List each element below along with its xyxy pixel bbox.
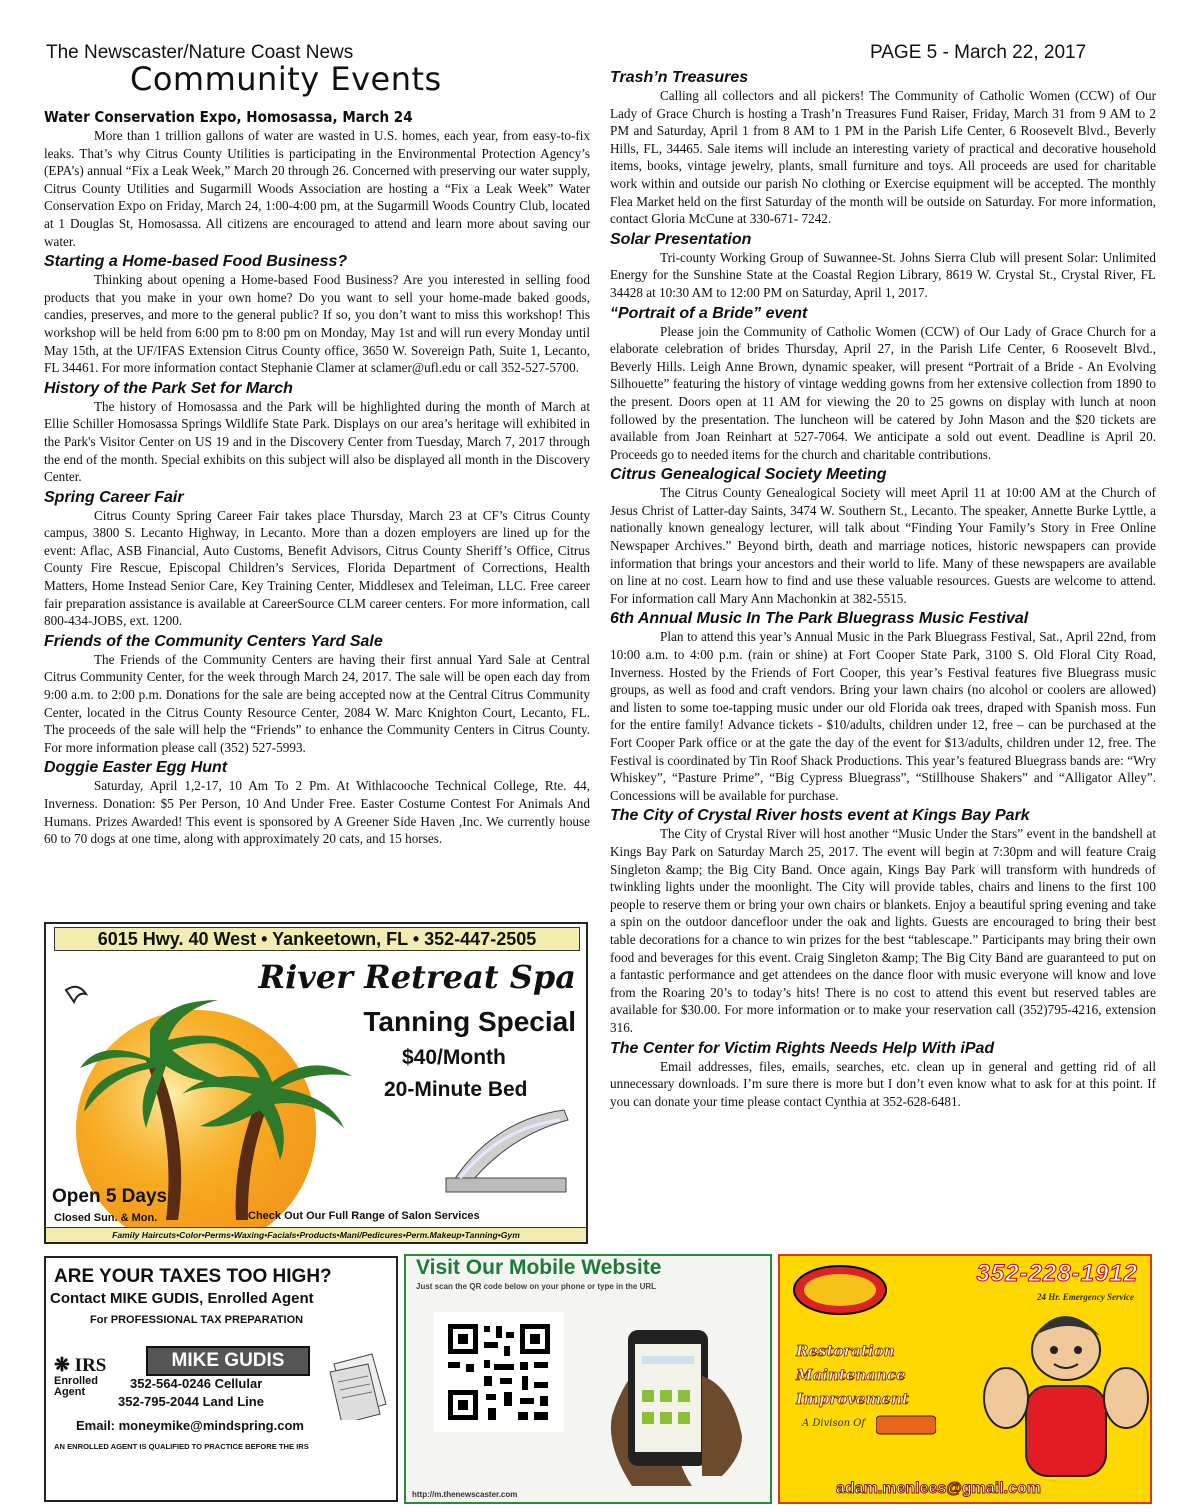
article (44, 758, 590, 847)
spa-price: $40/Month (402, 1046, 506, 1069)
article-title: The City of Crystal River hosts event at Kings Bay Park (610, 807, 1030, 825)
tax-agent-name: MIKE GUDIS (146, 1346, 310, 1376)
mascot-icon (976, 1302, 1152, 1502)
mobile-ad-title: Visit Our Mobile Website (416, 1256, 662, 1279)
article (610, 609, 1156, 804)
article (44, 632, 590, 757)
tax-advertisement[interactable] (44, 1256, 398, 1502)
article-body: The history of Homosassa and the Park will be highlighted during the month of March at Ellie Schiller Homosassa Springs Wildlife State Park. Displays on our area’s heritage will exhibited in the Park's Visitor Center on US 19 and in the Discovery Center from Tuesday, March 7, 2017 through the end of the month. Special exhibits on this subject will also be displayed all month in the Discovery Center. (44, 398, 590, 485)
seagull-icon (66, 987, 86, 1002)
article (610, 68, 1156, 228)
irs-logo: ❋ IRS (54, 1355, 107, 1376)
tax-email[interactable]: Email: moneymike@mindspring.com (76, 1418, 304, 1433)
article-title: Doggie Easter Egg Hunt (44, 759, 228, 777)
article-title: Water Conservation Expo, Homosassa, March 24 (44, 108, 413, 126)
spa-special: Tanning Special (363, 1006, 576, 1037)
article-body: The Citrus County Genealogical Society will meet April 11 at 10:00 AM at the Church of Jesus Christ of Latter-day Saints, 3474 W. Southern St., Lecanto. The speaker, Annette Burke Lyttle, a nationally known genealogy lecturer, will talk about “Finding Your Family’s Story in Free Online Newspaper Archives.” Beyond birth, death and marriage notices, historic newspapers can provide information that brings your ancestors and their world to life. Many of these newspapers are available on line at no cost. Learn how to find and use these valuable resources. Guests are welcome to attend. For information call Mary Ann Machonkin at 382-5515. (610, 485, 1156, 606)
handy-service-restoration: Restoration (796, 1342, 895, 1360)
left-column (44, 106, 590, 850)
article-body: The City of Crystal River will host another “Music Under the Stars” event in the bandshell at Kings Bay Park on Saturday March 25, 2017. The event will begin at 7:30pm and will feature Craig Singleton &amp; the Big City Band. Once again, Kings Bay Park will transform with hundreds of twinkling lights under the moonlight. The City will provide tables, chairs and linens to the first 100 people to reserve them or bring your own chairs or blankets. Enjoy a beautiful spring evening and take a spin on the outdoor dancefloor under the oak and lights. Guests are encouraged to bring their best table decorations for a chance to win prizes for the best “tablescape.” Participants may bring their own food and beverages for this event. Craig Singleton &amp; The Big City Band are guaranteed to put on a fantastic performance and get attendees on the dance floor with music everyone will know and love from the Roaring 20’s to today’s hits! There is no cost to attend this event but reserved tables are available for $30.00. For more information or to make your reservation call (352)795-4216, extension 316. (610, 826, 1156, 1035)
tax-land-line: 352-795-2044 Land Line (118, 1394, 264, 1409)
mobile-ad-subtitle: Just scan the QR code below on your phone or type in the URL (416, 1282, 657, 1291)
article-body: Tri-county Working Group of Suwannee-St. Johns Sierra Club will present Solar: Unlimited Energy for the Sunshine State at the Coastal Region Library, 8619 W. Crystal St., Crystal River, FL 34428 at 10:30 AM to 12:00 PM on Saturday, April 1, 2017. (610, 249, 1156, 300)
spa-bed: 20-Minute Bed (384, 1078, 528, 1101)
article-body: Citrus County Spring Career Fair takes place Thursday, March 23 at CF’s Citrus County campus, 3800 S. Lecanto Highway, in Lecanto. More than a dozen employers are lined up for the event: Aflac, ASB Financial, Auto Customs, Benefit Advisors, Citrus County Sheriff’s Office, Citrus County Fire Rescue, Episcopal Children’s Services, Florida Department of Corrections, Health Matters, Home Instead Senior Care, Key Training Center, Middlesex and Teleiman, LLC. Free career fair preparation assistance is available at CareerSource CLM career centers. For more information, call 800-434-JOBS, ext. 1200. (44, 507, 590, 629)
spa-open-days: Open 5 Days (52, 1186, 168, 1207)
article (44, 488, 590, 630)
handy-phone[interactable]: 352-228-1912 (976, 1260, 1138, 1287)
article-title: Trash’n Treasures (610, 69, 749, 86)
tax-ad-title: ARE YOUR TAXES TOO HIGH? (54, 1266, 332, 1287)
handy-service-maintenance: Maintenance (796, 1366, 906, 1384)
tax-disclaimer: AN ENROLLED AGENT IS QUALIFIED TO PRACTICE BEFORE THE IRS (54, 1442, 309, 1451)
article-body: Saturday, April 1,2-17, 10 Am To 2 Pm. At Withlacooche Technical College, Rte. 44, Inverness. Donation: $5 Per Person, 10 And Under Free. Easter Costume Contest For Animals And Humans. Prizes Awarded! This event is sponsored by A Greener Side Haven ,Inc. We currently house 60 to 70 dogs at one time, along with approximately 20 cats, and 15 horses. (44, 778, 590, 847)
article-body: Calling all collectors and all pickers! The Community of Catholic Women (CCW) of Our Lady of Grace Church is hosting a Trash’n Treasures Fund Raiser, Friday, March 31 from 9 AM to 2 PM and Saturday, April 1 from 8 AM to 1 PM in the Parish Life Center, 6 Roosevelt Blvd., Beverly Hills, FL, 34465. Sale items will include an interesting variety of practical and decorative household items, books, vintage jewelry, plants, small furniture and toys. All proceeds are used for charitable work within and outside our parish No clothing or Exercise equipment will be accepted. The monthly Flea Market held on the first Saturday of the month will be outside on Saturday. For more information, contact Gloria McCune at 330-671- 7242. (610, 88, 1156, 227)
handy-service-improvement: Improvement (796, 1390, 909, 1408)
article-body: Please join the Community of Catholic Women (CCW) of Our Lady of Grace Church for a elaborate celebration of brides Thursday, April 27, in the Parish Life Center, 6 Roosevelt Blvd., Beverly Hills. Leigh Anne Brown, dynamic speaker, will present “Portrait of a Bride - An Evolving Silhouette” featuring the history of vintage wedding gowns from her extensive collection from 1890 to the present. Doors open at 11 AM for viewing the 20 to 25 gowns on display with lunch at noon followed by the presentation. The luncheon will be catered by John Mason and the $20 tickets are available from Joan Reinhart at 527-7064. We anticipate a sold out event. Deadline is April 20. Proceeds go to needed items for the church and charitable contributions. (610, 323, 1156, 462)
eagle-icon: ❋ (54, 1355, 70, 1376)
spa-name: River Retreat Spa (258, 958, 576, 996)
article (610, 465, 1156, 607)
article (610, 304, 1156, 464)
smartphone-icon (598, 1316, 768, 1486)
article (610, 1039, 1156, 1111)
section-title: Community Events (130, 60, 442, 98)
article-title: Spring Career Fair (44, 488, 184, 506)
article-body: The Friends of the Community Centers are having their first annual Yard Sale at Central Citrus Community Center, for the week through March 24, 2017. The sale will be open each day from 9:00 a.m. to 2:00 p.m. Donations for the sale are being accepted now at the Central Citrus Community Center, located in the Citrus County Resource Center, 2084 W. Marc Knighton Court, Lecanto, FL. The proceeds of the sale will help the “Friends” to enhance the Community Centers in Citrus County. For more information please call (352) 527-5993. (44, 651, 590, 755)
tax-ad-contact: Contact MIKE GUDIS, Enrolled Agent (50, 1290, 314, 1307)
article (610, 806, 1156, 1036)
handy-andy-advertisement[interactable] (778, 1254, 1152, 1504)
tax-cell-phone: 352-564-0246 Cellular (130, 1376, 263, 1391)
article-body: Thinking about opening a Home-based Food Business? Are you interested in selling food products that you make in your own home? Do you want to sell your home-made baked goods, candies, preserves, and more to the general public? If so, you don’t want to miss this workshop! This workshop will be held from 6:00 pm to 8:00 pm on Monday, May 1st and will run every Monday until May 15th, at the UF/IFAS Extension Citrus County office, 3650 W. Sovereign Path, Suite 1, Lecanto, FL 34461. For more information contact Stephanie Clamer at sclamer@ufl.edu or call 352-527-5700. (44, 272, 590, 376)
article-title: 6th Annual Music In The Park Bluegrass Music Festival (610, 610, 1029, 628)
handy-andy-logo (790, 1260, 890, 1320)
article-title: Solar Presentation (610, 230, 752, 248)
spa-services-list: Family Haircuts•Color•Perms•Waxing•Facials•Products•Mani/Pedicures•Perm.Makeup•Tanning•Gym (46, 1227, 586, 1242)
article-title: History of the Park Set for March (44, 379, 293, 397)
spa-address: 6015 Hwy. 40 West • Yankeetown, FL • 352-447-2505 (54, 927, 580, 951)
article-title: “Portrait of a Bride” event (610, 304, 808, 322)
construction-logo (876, 1414, 936, 1436)
right-column (610, 66, 1156, 1112)
handy-emergency: 24 Hr. Emergency Service (1037, 1292, 1134, 1302)
article-body: More than 1 trillion gallons of water are wasted in U.S. homes, each year, from easy-to-fix leaks. That’s why Citrus County Utilities is participating in the Environmental Protection Agency’s (EPA’s) annual “Fix a Leak Week,” March 20 through 26. Concerned with preserving our water supply, Citrus County Utilities and Sugarmill Woods Association are hosting a “Fix a Leak Week” Water Conservation Expo on Friday, March 24, 1:00-4:00 pm, at the Sugarmill Woods Country Club, located at 1 Douglas St, Homosassa. All citizens are encouraged to attend and learn more about saving our water. (44, 128, 590, 249)
qr-code-icon[interactable] (434, 1312, 564, 1432)
article (44, 379, 590, 486)
spa-advertisement[interactable] (44, 922, 588, 1244)
spa-checkout-text: Check Out Our Full Range of Salon Services (248, 1210, 480, 1222)
article-title: The Center for Victim Rights Needs Help With iPad (610, 1039, 995, 1057)
handy-email[interactable]: adam.menlees@gmail.com (836, 1480, 1042, 1497)
tax-documents-icon (328, 1350, 388, 1420)
article (44, 108, 590, 250)
article-body: Email addresses, files, emails, searches, etc. clean up in general and getting rid of all unnecessary downloads. I’m sure there is more but I don’t even know what to ask for at this point. If you can donate your time please contact Cynthia at 352-628-6481. (610, 1058, 1156, 1109)
tax-ad-prep: For PROFESSIONAL TAX PREPARATION (90, 1314, 304, 1326)
article (44, 252, 590, 377)
page-number-date: PAGE 5 - March 22, 2017 (870, 42, 1087, 63)
mobile-website-advertisement[interactable] (404, 1254, 772, 1504)
article-title: Starting a Home-based Food Business? (44, 253, 348, 271)
article-title: Citrus Genealogical Society Meeting (610, 466, 887, 484)
article-title: Friends of the Community Centers Yard Sale (44, 632, 383, 650)
publication-name: The Newscaster/Nature Coast News (46, 42, 354, 63)
spa-closed-days: Closed Sun. & Mon. (54, 1212, 158, 1224)
enrolled-agent-label: Enrolled Agent (54, 1375, 99, 1398)
mobile-ad-url[interactable]: http://m.thenewscaster.com (412, 1490, 518, 1499)
handy-division: A Divison Of (802, 1418, 866, 1429)
article (610, 230, 1156, 302)
article-body: Plan to attend this year’s Annual Music in the Park Bluegrass Festival, Sat., April 22nd, from 10:00 a.m. to 4:00 p.m. (rain or shine) at Fort Cooper State Park, 3100 S. Old Floral City Road, Inverness. Hosted by the Friends of Fort Cooper, this year’s Festival features five Bluegrass music groups, as well as food and craft vendors. Bring your lawn chairs (no alcohol or coolers are allowed) and listen to some toe-tapping music under our old Florida oak trees, draped with Spanish moss. Fun for the entire family! Advance tickets - $10/adults, children under 12, free – can be purchased at the Fort Cooper Park office or at the gate the day of the event for $13/adults, children under 12, free. The Festival is coordinated by Tin Roof Shack Productions. This year’s featured Bluegrass bands are: “Wry Whiskey”, “Pasture Prime”, “Big Cypress Bluegrass”, “Stillhouse Shakers” and “Alligator Alley”. Concessions will be available for purchase. (610, 629, 1156, 803)
